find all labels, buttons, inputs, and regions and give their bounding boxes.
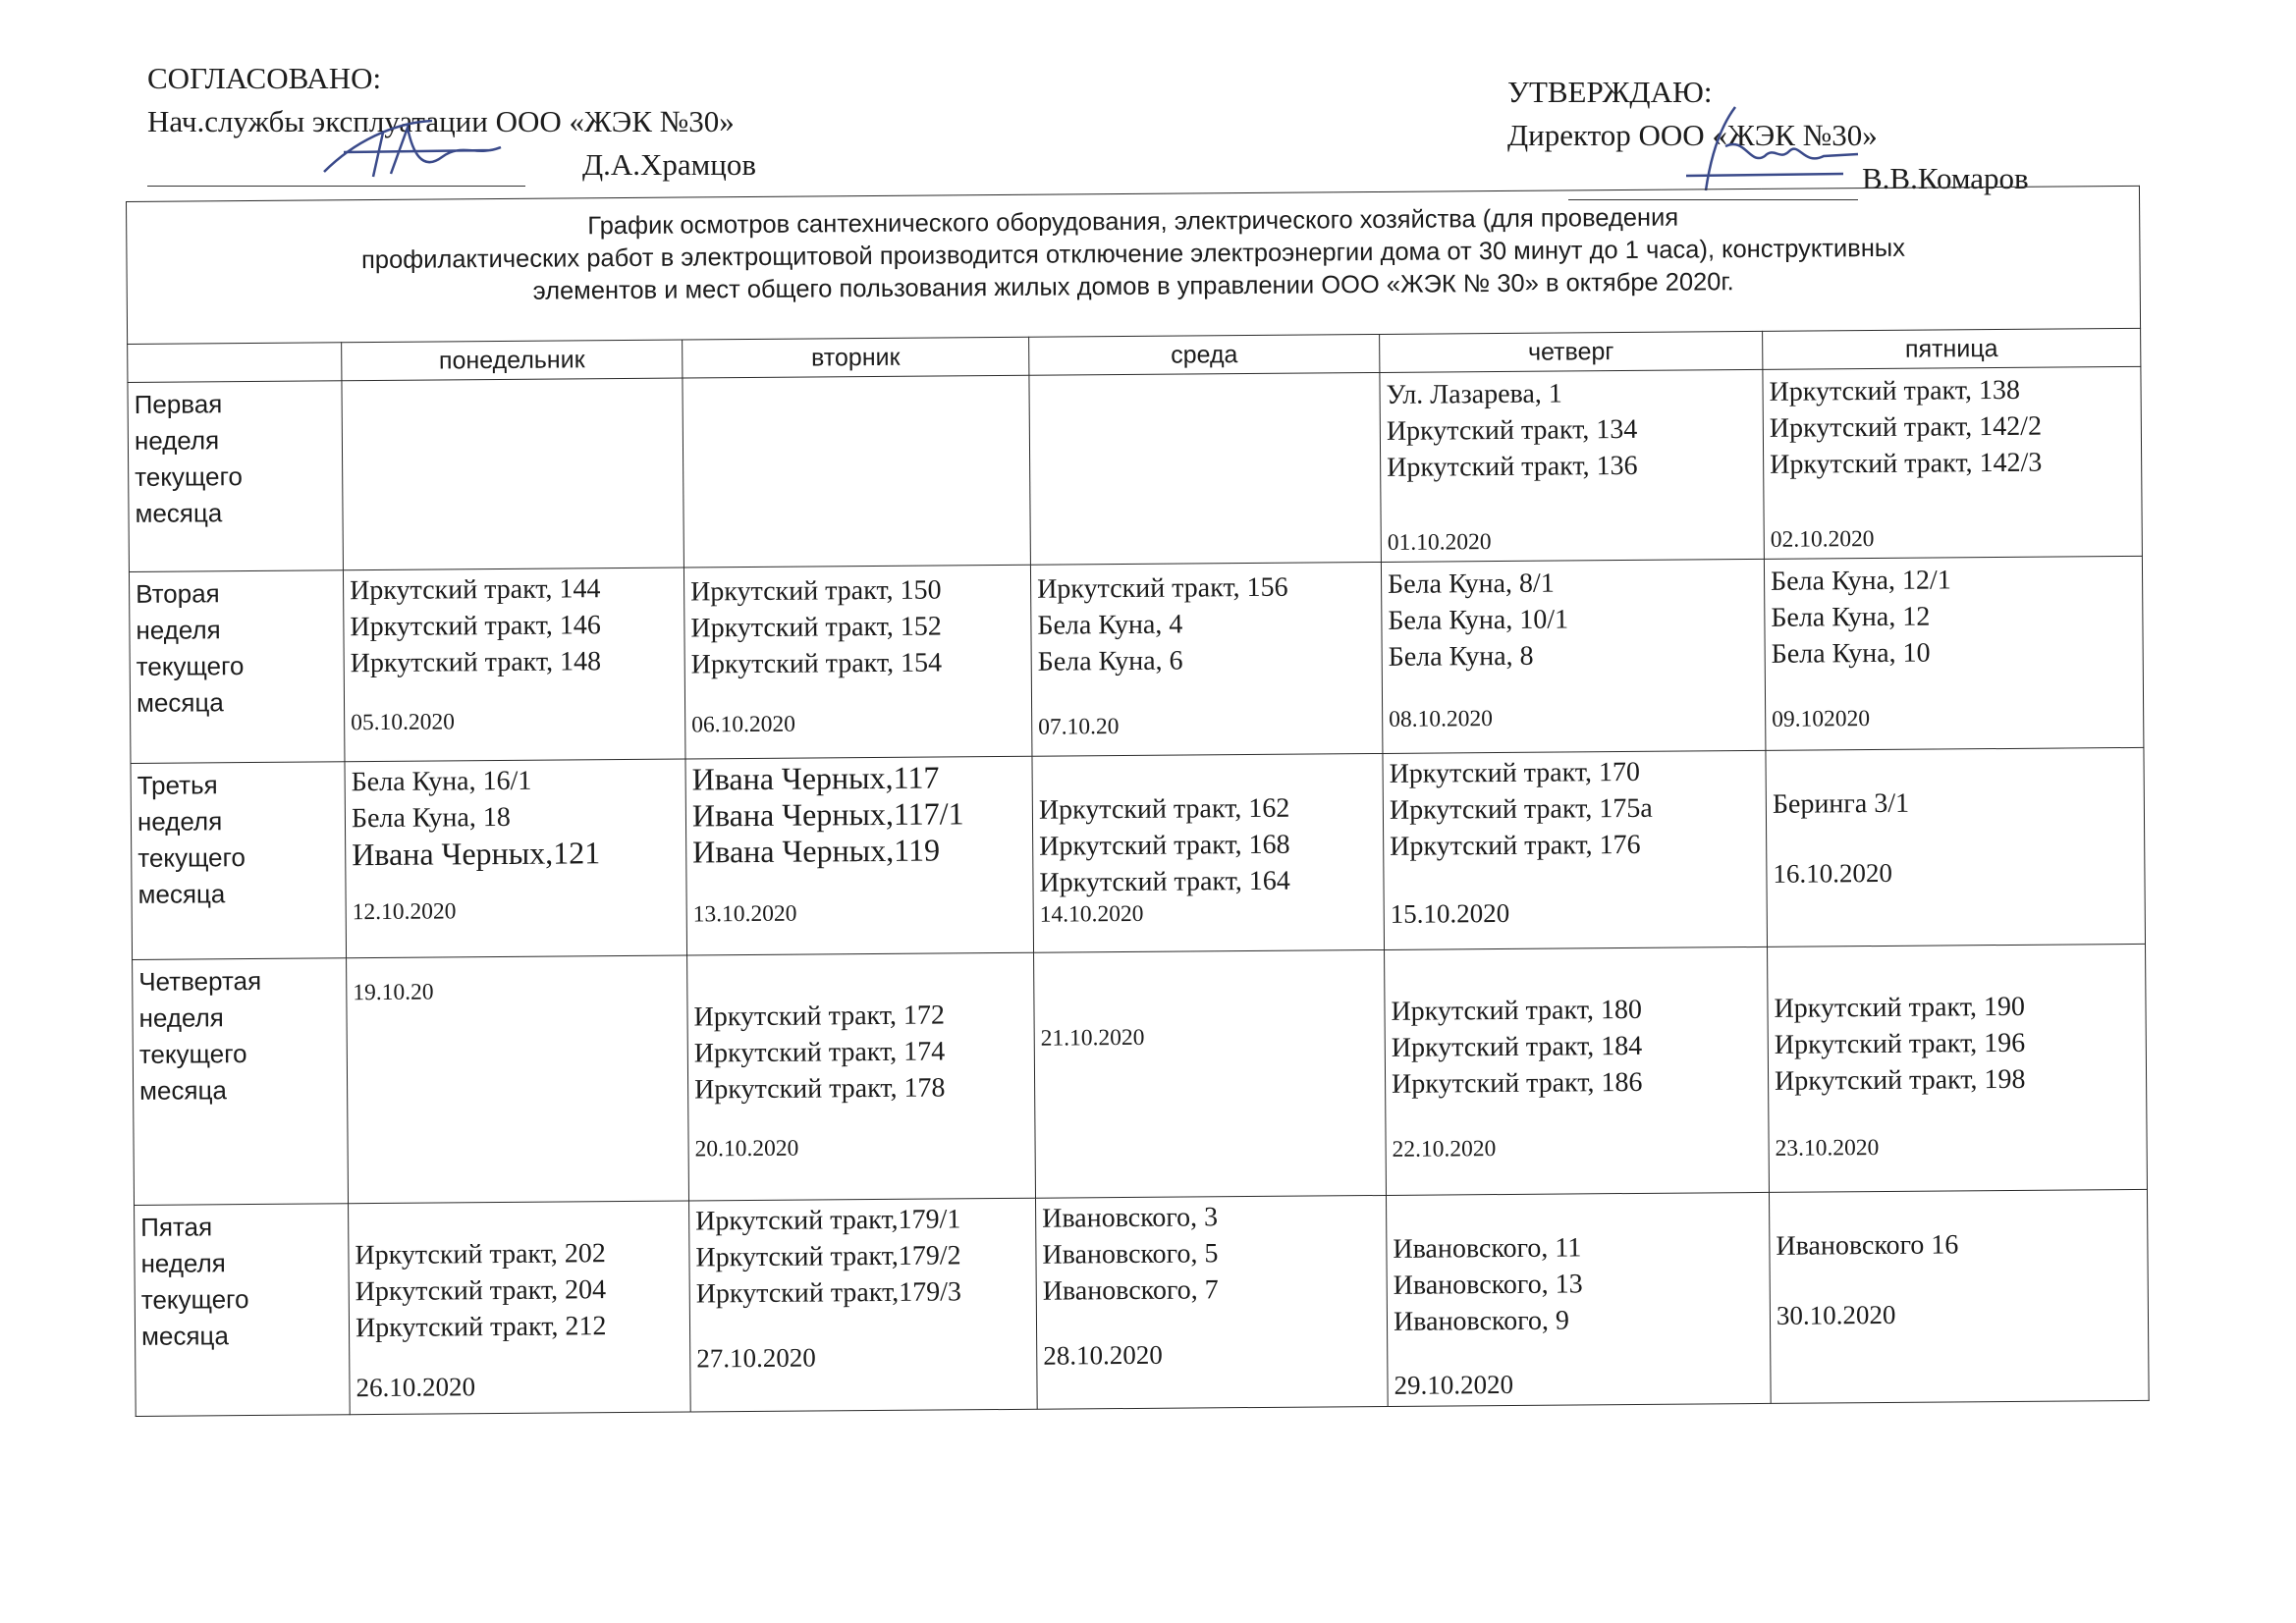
approve-name: В.В.Комаров	[1862, 161, 2029, 195]
address: Ивановского 16	[1776, 1229, 1959, 1262]
address: Иркутский тракт, 180	[1391, 994, 1643, 1027]
inspection-date: 14.10.2020	[1039, 900, 1144, 928]
schedule-cell-friday	[1763, 366, 2143, 559]
address: Иркутский тракт, 162	[1038, 792, 1290, 826]
agreed-signature-line	[147, 143, 795, 187]
week-label-line: месяца	[140, 1321, 229, 1351]
inspection-date: 23.10.2020	[1775, 1135, 1880, 1162]
agreed-position: Нач.службы эксплуатации ООО «ЖЭК №30»	[147, 104, 735, 138]
address: Иркутский тракт, 176	[1390, 829, 1641, 862]
address: Бела Куна, 8	[1388, 640, 1534, 673]
schedule-title-line: профилактических работ в электрощитовой производится отключение электроэнергии дома от 30 минут до 1 часа), конструктивных	[360, 234, 1906, 275]
address: Ивана Черных,119	[692, 832, 941, 870]
inspection-date: 27.10.2020	[696, 1342, 816, 1374]
schedule-cell-monday	[345, 759, 687, 958]
address: Иркутский тракт, 202	[355, 1238, 606, 1271]
inspection-schedule-table	[126, 186, 2150, 1417]
week-label-line: Пятая	[140, 1212, 213, 1242]
schedule-cell-monday	[347, 955, 689, 1204]
address: Иркутский тракт, 178	[694, 1072, 946, 1106]
inspection-date: 21.10.2020	[1040, 1024, 1145, 1052]
address: Бела Куна, 16/1	[351, 765, 532, 798]
week-label-line: Третья	[137, 770, 218, 800]
week-label	[135, 1204, 351, 1417]
schedule-cell-friday	[1766, 747, 2146, 947]
week-label-line: неделя	[138, 1002, 224, 1033]
schedule-cell-tuesday	[683, 375, 1031, 568]
inspection-date: 13.10.2020	[692, 900, 797, 928]
approval-block-agreed	[147, 57, 795, 187]
week-label-line: месяца	[138, 1075, 227, 1106]
address: Иркутский тракт, 156	[1037, 571, 1288, 605]
schedule-cell-monday	[343, 568, 685, 762]
address: Ивана Черных,121	[352, 835, 601, 873]
address: Иркутский тракт, 184	[1391, 1030, 1643, 1063]
week-row-4	[133, 944, 2148, 1205]
address: Ивана Черных,117/1	[691, 795, 964, 834]
schedule-cell-thursday	[1383, 750, 1768, 949]
address: Ивановского, 7	[1042, 1274, 1219, 1307]
week-label-line: неделя	[136, 615, 221, 645]
inspection-date: 05.10.2020	[351, 709, 456, 736]
address: Ивановского, 5	[1042, 1238, 1219, 1271]
address: Иркутский тракт, 134	[1386, 413, 1638, 447]
schedule-cell-tuesday	[687, 952, 1036, 1201]
address: Иркутский тракт, 190	[1774, 991, 2026, 1024]
week-label-line: месяца	[135, 498, 223, 528]
schedule-cell-wednesday	[1032, 753, 1385, 952]
day-header-tuesday: вторник	[683, 337, 1029, 378]
week-row-3	[131, 747, 2146, 959]
schedule-title-line: График осмотров сантехнического оборудования, электрического хозяйства (для проведения	[587, 203, 1679, 241]
week-label-line: текущего	[136, 651, 245, 681]
inspection-date: 09.102020	[1772, 706, 1871, 732]
schedule-cell-friday	[1764, 556, 2144, 750]
week-label-line: неделя	[134, 425, 220, 456]
inspection-date: 01.10.2020	[1387, 529, 1492, 556]
day-header-wednesday: среда	[1029, 334, 1380, 375]
address: Беринга 3/1	[1772, 787, 1910, 820]
address: Иркутский тракт, 186	[1391, 1066, 1643, 1100]
week-label-line: Первая	[134, 389, 223, 419]
agreed-heading: СОГЛАСОВАНО:	[147, 61, 382, 95]
address: Ивановского, 3	[1042, 1202, 1219, 1234]
address: Иркутский тракт,179/1	[695, 1204, 961, 1237]
address: Иркутский тракт, 212	[355, 1311, 607, 1344]
day-header-thursday: четверг	[1380, 331, 1763, 372]
week-label	[131, 762, 347, 960]
address: Иркутский тракт, 138	[1769, 374, 2021, 407]
address: Иркутский тракт, 144	[350, 573, 601, 607]
inspection-date: 26.10.2020	[355, 1372, 476, 1403]
inspection-date: 15.10.2020	[1390, 897, 1510, 929]
inspection-date: 20.10.2020	[694, 1135, 799, 1163]
schedule-title	[127, 186, 2141, 344]
week-label-line: месяца	[136, 687, 224, 718]
day-header-monday: понедельник	[342, 340, 683, 381]
schedule-cell-monday	[342, 378, 684, 570]
approve-position: Директор ООО «ЖЭК №30»	[1507, 118, 1878, 152]
address: Бела Куна, 10/1	[1388, 604, 1569, 636]
address: Иркутский тракт,179/3	[695, 1276, 962, 1310]
week-label-line: Четвертая	[138, 965, 262, 997]
week-label-line: месяца	[137, 879, 226, 909]
week-label-line: текущего	[138, 1039, 247, 1069]
address: Иркутский тракт, 142/3	[1770, 447, 2043, 480]
approval-block-approve	[1507, 71, 2077, 200]
schedule-cell-thursday	[1386, 1192, 1771, 1406]
address: Иркутский тракт, 168	[1039, 829, 1290, 862]
address: Иркутский тракт, 170	[1389, 756, 1641, 789]
week-label-line: неделя	[137, 806, 223, 837]
schedule-cell-friday	[1769, 1189, 2149, 1403]
handwritten-signature-khramtsov	[314, 103, 511, 191]
schedule-cell-wednesday	[1029, 372, 1382, 565]
address: Бела Куна, 10	[1771, 637, 1931, 670]
address: Иркутский тракт, 174	[693, 1036, 946, 1069]
schedule-title-line: элементов и мест общего пользования жилых домов в управлении ООО «ЖЭК № 30» в октябре 2020г.	[532, 268, 1734, 305]
agreed-name: Д.А.Храмцов	[582, 147, 757, 182]
schedule-cell-thursday	[1385, 947, 1770, 1195]
day-header-friday: пятница	[1763, 328, 2141, 369]
address: Бела Куна, 18	[351, 801, 511, 835]
address: Иркутский тракт, 150	[690, 574, 942, 608]
inspection-date: 28.10.2020	[1043, 1339, 1163, 1371]
week-label	[129, 570, 345, 764]
address: Иркутский тракт, 175а	[1389, 792, 1653, 826]
approve-heading: УТВЕРЖДАЮ:	[1507, 75, 1713, 109]
inspection-date: 16.10.2020	[1773, 857, 1893, 889]
schedule-cell-tuesday	[685, 756, 1034, 955]
inspection-date: 19.10.20	[353, 979, 434, 1006]
inspection-date: 30.10.2020	[1776, 1299, 1896, 1330]
inspection-date: 08.10.2020	[1389, 706, 1494, 732]
address: Иркутский тракт, 152	[690, 611, 942, 644]
week-row-2	[129, 556, 2143, 763]
corner-cell	[128, 343, 342, 383]
inspection-date: 29.10.2020	[1394, 1369, 1514, 1400]
schedule-cell-monday	[349, 1201, 691, 1415]
address: Ивановского, 11	[1393, 1232, 1582, 1265]
schedule-cell-wednesday	[1036, 1195, 1389, 1409]
address: Бела Куна, 12/1	[1770, 565, 1951, 597]
address: Иркутский тракт, 164	[1039, 865, 1290, 898]
week-label-line: неделя	[140, 1248, 226, 1278]
address: Ивана Черных,117	[691, 759, 940, 797]
signature-underline	[147, 156, 525, 187]
address: Иркутский тракт, 146	[350, 610, 601, 643]
week-label	[128, 381, 344, 572]
address: Иркутский тракт, 142/2	[1769, 410, 2043, 444]
address: Бела Куна, 12	[1771, 601, 1931, 633]
inspection-date: 12.10.2020	[352, 898, 457, 926]
week-label-line: текущего	[137, 842, 246, 873]
week-row-5	[135, 1189, 2150, 1416]
inspection-date: 07.10.20	[1038, 714, 1120, 740]
inspection-date: 22.10.2020	[1392, 1136, 1497, 1163]
schedule-cell-friday	[1768, 944, 2148, 1192]
week-label-line: текущего	[140, 1284, 249, 1315]
inspection-date: 02.10.2020	[1770, 526, 1875, 553]
address: Иркутский тракт, 148	[350, 646, 602, 679]
week-label-line: Вторая	[136, 578, 220, 609]
schedule-cell-tuesday	[683, 565, 1032, 759]
address: Иркутский тракт,179/2	[695, 1240, 961, 1273]
schedule-cell-tuesday	[689, 1198, 1038, 1412]
week-row-1	[128, 366, 2142, 571]
address: Ивановского, 9	[1393, 1305, 1570, 1337]
inspection-date: 06.10.2020	[691, 711, 796, 738]
address: Иркутский тракт, 198	[1774, 1063, 2026, 1097]
address: Ивановского, 13	[1393, 1269, 1583, 1301]
schedule-cell-thursday	[1381, 559, 1766, 753]
schedule-cell-thursday	[1380, 369, 1765, 562]
address: Бела Куна, 8/1	[1387, 568, 1555, 600]
schedule-cell-wednesday	[1034, 949, 1387, 1198]
week-label-line: текущего	[135, 461, 244, 492]
address: Иркутский тракт, 136	[1387, 450, 1638, 483]
address: Бела Куна, 6	[1037, 645, 1183, 677]
address: Бела Куна, 4	[1037, 609, 1183, 641]
address: Ул. Лазарева, 1	[1386, 378, 1562, 410]
schedule-cell-wednesday	[1030, 562, 1383, 756]
address: Иркутский тракт, 196	[1774, 1027, 2026, 1060]
address: Иркутский тракт, 154	[690, 647, 943, 680]
week-label	[133, 958, 349, 1206]
address: Иркутский тракт, 172	[693, 1000, 946, 1033]
address: Иркутский тракт, 204	[355, 1274, 607, 1308]
